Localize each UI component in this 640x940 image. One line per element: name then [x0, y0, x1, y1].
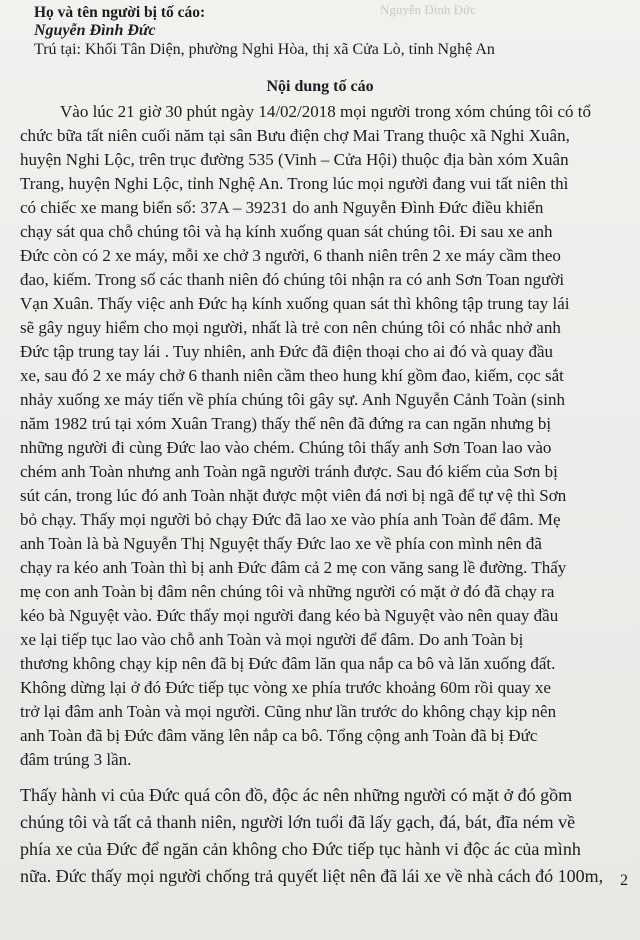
paragraph-line: anh Toàn là bà Nguyễn Thị Nguyệt thấy Đức lao xe về phía con mình nên đã — [20, 534, 542, 553]
paragraph-line: năm 1982 trú tại xóm Xuân Trang) thấy thế nên đã đứng ra can ngăn nhưng bị — [20, 414, 552, 433]
accused-name: Nguyễn Đình Đức — [34, 22, 156, 39]
paragraph-line: Không dừng lại ở đó Đức tiếp tục vòng xe phía trước khoảng 60m rồi quay xe — [20, 678, 551, 697]
paragraph-line: đâm trúng 3 lần. — [20, 750, 132, 769]
paragraph-1 — [20, 100, 632, 772]
paragraph-line: chạy sát qua chỗ chúng tôi và hạ kính xuống quan sát chúng tôi. Đi sau xe anh — [20, 222, 553, 241]
paragraph-line: sẽ gây nguy hiểm cho mọi người, nhất là trẻ con nên chúng tôi có nhắc nhở anh — [20, 318, 561, 337]
accused-label: Họ và tên người bị tố cáo: — [34, 4, 206, 21]
paragraph-line: Vạn Xuân. Thấy việc anh Đức hạ kính xuống quan sát thì không tập trung tay lái — [20, 294, 570, 313]
paragraph-line: trở lại đâm anh Toàn và mọi người. Cũng như lần trước do không chạy kịp nên — [20, 702, 557, 721]
paragraph-line: Thấy hành vi của Đức quá côn đồ, độc ác nên những người có mặt ở đó gồm — [20, 785, 573, 805]
paragraph-line: sút cán, trong lúc đó anh Toàn nhặt được một viên đá nơi bị ngã để tự vệ thì Sơn — [20, 486, 567, 505]
paragraph-line: chúng tôi và tất cả thanh niên, người lớn tuổi đã lấy gạch, đá, bát, đĩa ném về — [20, 812, 576, 832]
accused-residence: Trú tại: Khối Tân Diện, phường Nghi Hòa, thị xã Cửa Lò, tỉnh Nghệ An — [34, 41, 495, 58]
paragraph-line: Đức tập trung tay lái . Tuy nhiên, anh Đức đã điện thoại cho ai đó và quay đầu — [20, 342, 554, 361]
paragraph-line: kéo bà Nguyệt vào. Đức thấy mọi người đang kéo bà Nguyệt vào nên quay đầu — [20, 606, 559, 625]
bleed-through-text: Nguyễn Đình Đức — [380, 2, 476, 17]
paragraph-2 — [20, 782, 632, 890]
paragraph-line: mẹ con anh Toàn bị đâm nên chúng tôi và những người có mặt ở đó đã chạy ra — [20, 582, 555, 601]
paragraph-line: những người đi cùng Đức lao vào chém. Chúng tôi thấy anh Sơn Toan lao vào — [20, 438, 552, 457]
paragraph-line: xe, sau đó 2 xe máy chở 6 thanh niên cầm theo hung khí gồm đao, kiếm, cọc sắt — [20, 366, 564, 385]
paragraph-line: xe lại tiếp tục lao vào chỗ anh Toàn và mọi người để đâm. Do anh Toàn bị — [20, 630, 524, 649]
section-title: Nội dung tố cáo — [266, 78, 374, 95]
paragraph-line: bỏ chạy. Thấy mọi người bỏ chạy Đức đã lao xe vào phía anh Toàn để đâm. Mẹ — [20, 510, 561, 529]
paragraph-line: đao, kiếm. Trong số các thanh niên đó chúng tôi nhận ra có anh Sơn Toan người — [20, 270, 565, 289]
paragraph-line: Trang, huyện Nghi Lộc, tỉnh Nghệ An. Trong lúc mọi người đang vui tất niên thì — [20, 174, 569, 193]
paragraph-line: Đức còn có 2 xe máy, mỗi xe chở 3 người, 6 thanh niên trên 2 xe máy cầm theo — [20, 246, 561, 265]
paragraph-line: nữa. Đức thấy mọi người chống trả quyết liệt nên đã lái xe về nhà cách đó 100m, — [20, 866, 604, 886]
paragraph-line: chức bữa tất niên cuối năm tại sân Bưu điện chợ Mai Trang thuộc xã Nghi Xuân, — [20, 126, 570, 145]
paragraph-line: huyện Nghi Lộc, trên trục đường 535 (Vinh – Cửa Hội) thuộc địa bàn xóm Xuân — [20, 150, 569, 169]
paragraph-line: thương không chạy kịp nên đã bị Đức đâm lăn qua nắp ca bô và lăn xuống đất. — [20, 654, 556, 673]
paragraph-line: anh Toàn đã bị Đức đâm văng lên nắp ca bô. Tổng cộng anh Toàn đã bị Đức — [20, 726, 538, 745]
paragraph-line: chém anh Toàn nhưng anh Toàn ngã người tránh được. Sau đó kiếm của Sơn bị — [20, 462, 558, 481]
page-number: 2 — [620, 872, 628, 889]
paragraph-line: Vào lúc 21 giờ 30 phút ngày 14/02/2018 mọi người trong xóm chúng tôi có tổ — [60, 102, 592, 121]
paragraph-line: chạy ra kéo anh Toàn thì bị anh Đức đâm cả 2 mẹ con văng sang lề đường. Thấy — [20, 558, 567, 577]
paragraph-line: có chiếc xe mang biển số: 37A – 39231 do anh Nguyễn Đình Đức điều khiển — [20, 198, 544, 217]
paragraph-line: nhảy xuống xe máy tiến về phía chúng tôi gây sự. Anh Nguyễn Cảnh Toàn (sinh — [20, 390, 566, 409]
paragraph-line: phía xe của Đức để ngăn cản không cho Đức tiếp tục hành vi độc ác của mình — [20, 839, 581, 859]
